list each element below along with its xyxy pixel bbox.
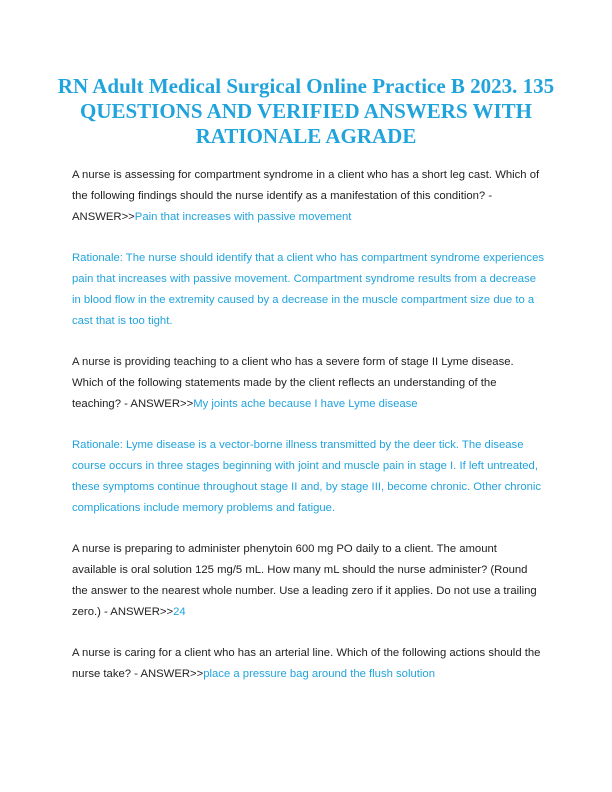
question-text: A nurse is providing teaching to a client who has a severe form of stage II Lyme disease. Which of the following statements made by the client reflects an understanding of the teaching? - ANSWER>>	[72, 356, 514, 410]
document-title: RN Adult Medical Surgical Online Practice B 2023. 135 QUESTIONS AND VERIFIED ANSWERS WITH RATIONALE AGRADE	[57, 74, 555, 148]
answer-text: My joints ache because I have Lyme disease	[193, 398, 418, 410]
question-block-3	[72, 539, 544, 623]
question-block-2	[72, 352, 544, 415]
question-text: A nurse is assessing for compartment syndrome in a client who has a short leg cast. Which of the following findings should the nurse identify as a manifestation of this condition? - ANSWER>>	[72, 169, 540, 223]
question-text: A nurse is caring for a client who has an arterial line. Which of the following actions should the nurse take? - ANSWER>>	[72, 647, 541, 680]
question-block-1	[72, 165, 544, 228]
answer-text: Pain that increases with passive movement	[134, 211, 352, 223]
answer-text: 24	[173, 606, 186, 618]
rationale-block-2: Rationale: Lyme disease is a vector-borne illness transmitted by the deer tick. The disease course occurs in three stages beginning with joint and muscle pain in stage I. If left untreated, these symptoms continue throughout stage II and, by stage III, become chronic. Other chronic complications include memory problems and fatigue.	[72, 439, 542, 514]
question-text: A nurse is preparing to administer phenytoin 600 mg PO daily to a client. The amount available is oral solution 125 mg/5 mL. How many mL should the nurse administer? (Round the answer to the nearest whole number. Use a leading zero if it applies. Do not use a trailing zero.) - ANSWER>>	[72, 543, 537, 618]
question-block-4	[72, 643, 544, 685]
rationale-block-1: Rationale: The nurse should identify that a client who has compartment syndrome experiences pain that increases with passive movement. Compartment syndrome results from a decrease in blood flow in the extremity caused by a decrease in the muscle compartment size due to a cast that is too tight.	[72, 252, 545, 327]
answer-text: place a pressure bag around the flush solution	[203, 668, 435, 680]
